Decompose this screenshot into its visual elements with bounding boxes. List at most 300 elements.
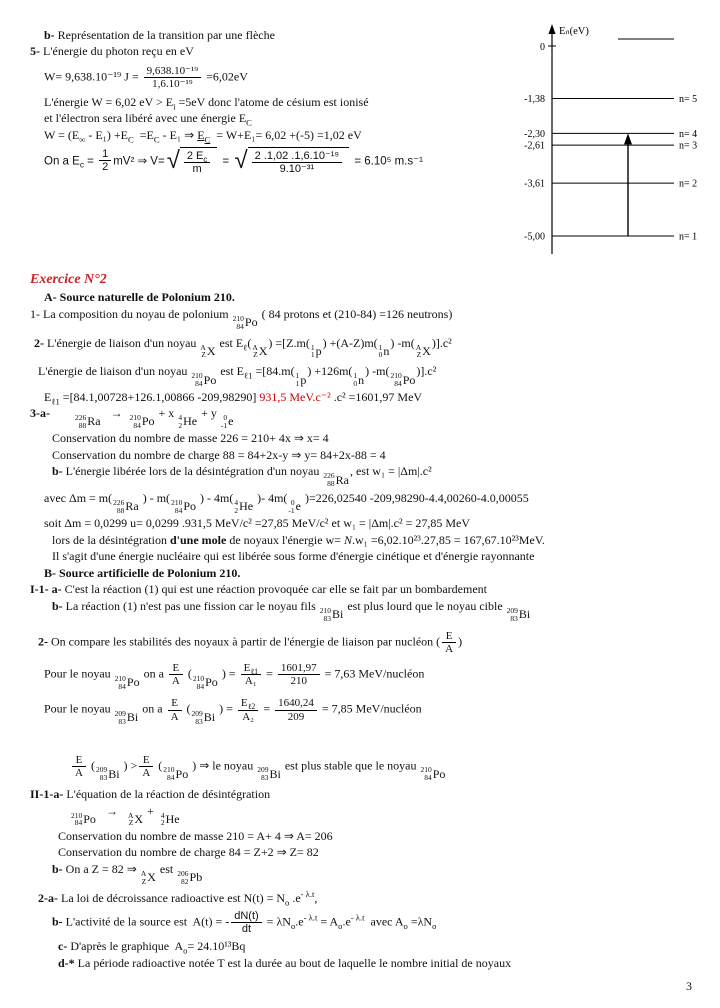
atomic-number: Z: [201, 350, 206, 360]
atomic-number: 84: [394, 379, 402, 389]
atomic-number: 83: [118, 716, 126, 726]
text-run: b-: [52, 598, 66, 613]
text-line: 2-a- La loi de décroissance radioactive est $N(t) = N_o$ $.e^{- \lambda.t}$,: [38, 888, 318, 907]
fraction-numerator: E: [172, 662, 180, 675]
nuclide-prescripts: [311, 344, 315, 360]
text-run: c: [203, 154, 208, 164]
element-symbol: He: [183, 414, 198, 429]
text-line: Conservation du nombre de masse 226 = 210+ 4x ⇒ x= 4: [52, 431, 329, 446]
fraction-numerator: 1601,97: [280, 662, 317, 675]
element-symbol: Po: [126, 675, 140, 690]
radical-sign: √: [234, 146, 248, 174]
fraction: [99, 148, 111, 174]
nuclide-notation: [353, 372, 364, 388]
nuclide-notation: [233, 315, 258, 331]
nuclide-notation: [507, 607, 531, 623]
fraction-denominator: 209: [275, 710, 317, 723]
text-line: L'énergie W = 6,02 eV > $E_i =5eV$ donc l'atome de césium est ionisé: [44, 94, 369, 112]
text-run: d'une mole: [169, 532, 227, 547]
atomic-number: Z: [141, 876, 147, 886]
nuclide-notation: [311, 344, 322, 360]
radicand: [180, 147, 217, 176]
element-symbol: Bi: [108, 766, 120, 781]
atomic-number: 83: [510, 613, 518, 623]
text-line: 5- L'énergie du photon reçu en eV: [30, 44, 194, 58]
text-run: o: [432, 920, 437, 931]
nuclide-prescripts: [177, 870, 188, 886]
nuclide-notation: [379, 344, 390, 360]
nuclide-prescripts: [252, 344, 257, 360]
nuclide-notation: [161, 812, 180, 828]
fraction: [169, 662, 183, 688]
nuclide-prescripts: [390, 372, 401, 388]
element-symbol: Ra: [125, 499, 139, 514]
nuclide-prescripts: [71, 812, 82, 828]
element-symbol: Bi: [518, 607, 531, 622]
text-run: o: [403, 920, 408, 931]
text-run: ℓ1: [250, 667, 259, 677]
nuclide-notation: [288, 499, 301, 515]
fraction-denominator: A: [442, 642, 456, 655]
text-run: o: [183, 945, 188, 956]
atomic-number: 1: [310, 350, 315, 360]
nuclide-notation: [193, 675, 218, 691]
element-symbol: p: [315, 343, 322, 358]
text-line: [44, 566, 694, 581]
mass-number: 210: [232, 313, 244, 323]
nuclide-notation: [115, 710, 139, 726]
element-symbol: X: [258, 343, 268, 358]
text-line: avec Δm = m( 226 88 Ra ) - m( 210 84 Po ) - 4m( 4 2 He )- 4m( 0 -1 e )=226,02540 -209,98290-4.4,00260-4.0,00055: [44, 491, 529, 515]
text-line: d-* La période radioactive notée T est la durée au bout de laquelle le nombre initial de noyaux: [58, 955, 512, 970]
mass-number: A: [200, 342, 206, 352]
text-line: 2- On compare les stabilités des noyaux à partir de l'énergie de liaison par nucléon ( $\frac{E}{A}$ ): [38, 629, 463, 655]
text-line: b- L'activité de la source est A(t) = - $\frac{dN(t)}{dt}$ = $\lambda N_o.e^{- \lambda.t} = A_o.e^{- \lambda.t}$ avec $A_o =\lambda N_o$: [52, 909, 437, 935]
fraction-numerator: E: [142, 753, 150, 766]
nuclide-notation: [128, 812, 143, 828]
text-run: o: [285, 896, 290, 907]
fraction-denominator: A: [169, 674, 183, 687]
text-line: II-1-a- L'équation de la réaction de désintégration: [30, 787, 271, 802]
text-line: I-1- a- C'est la réaction (1) qui est une réaction provoquée car elle se fait par un bombardement: [30, 582, 487, 597]
mass-number: 210: [191, 371, 203, 381]
element-symbol: Bi: [332, 607, 344, 622]
text-run: 931,5 MeV.c⁻²: [259, 389, 331, 404]
fraction: [231, 910, 261, 936]
atomic-number: 84: [424, 773, 432, 783]
text-line: b- On a Z = 82 ⇒ A Z X est 206 82 Pb: [52, 861, 203, 886]
text-run: - λ.t: [303, 912, 318, 923]
element-symbol: Po: [183, 499, 196, 514]
text-line: Pour le noyau 209 83 Bi on a $\frac{E}{A}$ ( 209 83 Bi ) = $\frac{E_{\ell 2}}{\text{A₂}}$ = $\frac{1640,24}{209}$ = 7,85 MeV/nucléon: [44, 697, 422, 726]
nuclide-prescripts: [192, 710, 203, 726]
atomic-number: 0: [378, 350, 383, 360]
level-n-label: n= 5: [679, 93, 698, 105]
atomic-number: 2: [234, 505, 239, 515]
text-line: b- Représentation de la transition par une flèche: [44, 27, 275, 42]
text-run: b-: [52, 464, 66, 479]
fraction-numerator: E: [171, 697, 178, 710]
document-body: [30, 28, 694, 971]
mass-number: A: [140, 868, 147, 878]
mass-number: 209: [191, 709, 203, 718]
text-run: i: [173, 101, 176, 112]
fraction-numerator: 1640,24: [278, 697, 314, 710]
element-symbol: Pb: [189, 870, 203, 885]
atomic-number: 88: [78, 420, 87, 430]
atomic-number: 84: [74, 818, 83, 828]
nuclide-notation: [191, 372, 216, 388]
nuclide-notation: [75, 414, 101, 430]
mass-number: A: [415, 342, 422, 352]
level-value-label: -1,38: [524, 93, 545, 105]
fraction-denominator: A: [72, 766, 86, 779]
mass-number: 226: [75, 413, 87, 422]
atomic-number: 2: [178, 420, 183, 430]
atomic-number: 2: [160, 818, 165, 828]
element-symbol: Bi: [269, 766, 281, 781]
fraction: [139, 754, 153, 780]
text-run: I-1- a-: [30, 582, 65, 597]
page-number: 3: [686, 979, 692, 993]
atomic-number: 84: [133, 420, 141, 430]
text-line: et l'électron sera libéré avec une énergie $E_C$: [44, 111, 252, 128]
text-run: b-: [52, 914, 66, 929]
fraction-numerator: E: [445, 629, 453, 642]
element-symbol: Po: [432, 766, 446, 781]
level-n-label: n= 1: [679, 231, 698, 243]
text-line: $\frac{E}{A}$ ( 209 83 Bi ) > $\frac{E}{A}$ ( 210 84 Po ) ⇒ le noyau 209 83 Bi est plus stable que le noyau 210 84 Po: [70, 754, 694, 782]
level-n-label: n= 2: [679, 178, 698, 190]
atomic-number: 83: [195, 716, 203, 726]
fraction: [252, 150, 343, 176]
mass-number: 210: [114, 673, 126, 683]
nuclide-prescripts: [115, 675, 126, 691]
fraction: [238, 697, 258, 723]
nuclide-notation: [200, 344, 215, 360]
text-run: 2-: [34, 335, 47, 350]
element-symbol: X: [422, 343, 431, 358]
exercise-heading: Exercice N°2: [30, 272, 107, 288]
nuclide-notation: [192, 710, 216, 726]
mass-number: 210: [192, 673, 205, 683]
element-symbol: Bi: [126, 710, 139, 725]
square-root: [234, 147, 349, 176]
element-symbol: X: [134, 811, 144, 826]
nuclide-notation: [163, 766, 188, 782]
mass-number: 209: [506, 605, 518, 615]
fraction-denominator: m: [184, 162, 210, 175]
nuclide-notation: [257, 766, 281, 782]
element-symbol: Po: [244, 315, 258, 330]
nuclide-prescripts: [75, 414, 86, 430]
nuclide-notation: [96, 766, 120, 782]
mass-number: 0: [290, 498, 295, 507]
nuclide-prescripts: [161, 812, 165, 828]
atomic-number: 0: [353, 379, 358, 389]
radical-sign: √: [166, 146, 180, 174]
element-symbol: Ra: [87, 414, 101, 429]
level-n-label: n= 4: [679, 128, 698, 140]
mass-number: 210: [71, 810, 83, 820]
text-run: N: [344, 532, 353, 547]
text-run: 2-a-: [38, 890, 61, 905]
nuclide-notation: [416, 344, 431, 360]
level-value-label: -5,00: [524, 231, 545, 243]
fraction-numerator: 2 .1,02 .1,6.10⁻¹⁹: [254, 149, 340, 162]
axis-label: Eₙ(eV): [559, 26, 589, 37]
text-line: Pour le noyau 210 84 Po on a $\frac{E}{A}$ ( 210 84 Po ) = $\frac{E_{\ell 1}}{\text{A₁}}$ = $\frac{1601,97}{210}$ = 7,63 MeV/nucléon: [44, 662, 425, 691]
fraction-numerator: 2 $E_c$: [186, 149, 208, 164]
mass-number: 210: [319, 605, 331, 615]
nuclide-prescripts: [233, 315, 244, 331]
fraction-numerator: 9,638.10⁻¹⁹: [146, 65, 199, 77]
text-line: Conservation du nombre de masse 210 = A+ 4 ⇒ A= 206: [58, 828, 333, 843]
text-run: o: [338, 920, 343, 931]
fraction: [144, 65, 201, 91]
nuclide-notation: [420, 766, 445, 782]
atomic-number: 83: [99, 773, 108, 783]
fraction-denominator: 1,6.10⁻¹⁹: [144, 77, 201, 90]
text-run: - λ.t: [350, 912, 365, 923]
text-run: ℓ1: [51, 395, 60, 406]
mass-number: 209: [95, 765, 108, 775]
atomic-number: 84: [167, 773, 175, 783]
text-run: d-*: [58, 955, 78, 970]
mass-number: 1: [378, 342, 383, 352]
nuclide-prescripts: [178, 414, 182, 430]
atomic-number: 1: [295, 379, 300, 389]
text-run: ℓ2: [247, 702, 256, 712]
nuclide-prescripts: [296, 372, 300, 388]
atomic-number: 82: [181, 876, 189, 886]
text-run: II-1-a-: [30, 787, 67, 802]
nuclide-prescripts: [193, 675, 204, 691]
mass-number: 1: [295, 371, 300, 381]
element-symbol: Po: [203, 372, 217, 387]
zero-label: 0: [540, 42, 545, 53]
atomic-number: 84: [174, 505, 183, 515]
nuclide-notation: [296, 372, 307, 388]
text-run: C: [153, 134, 160, 145]
nuclide-prescripts: [320, 607, 331, 623]
nuclide-notation: [113, 499, 139, 515]
element-symbol: Ra: [335, 472, 349, 487]
atomic-number: 84: [195, 379, 203, 389]
fraction-denominator: A: [168, 710, 182, 723]
nuclide-notation: [221, 414, 234, 430]
atomic-number: Z: [416, 350, 422, 360]
text-run: C: [127, 134, 134, 145]
atomic-number: 88: [327, 479, 335, 489]
nuclide-notation: [178, 414, 197, 430]
text-run: C: [246, 117, 252, 128]
fraction-denominator: 9.10⁻³¹: [252, 162, 343, 175]
fraction-denominator: A₁: [241, 674, 261, 687]
nuclide-prescripts: [288, 499, 294, 515]
fraction-numerator: E: [75, 753, 83, 766]
atomic-number: 83: [261, 773, 269, 783]
nuclide-prescripts: [130, 414, 141, 430]
level-n-label: n= 3: [679, 140, 698, 152]
mass-number: 210: [390, 371, 402, 381]
text-run: C: [204, 134, 211, 145]
text-line: 2- L'énergie de liaison d'un noyau A Z X est $E_\ell$( A Z X ) =[Z.m( 1 1 p ) +(A-Z)m( 1 0 n ) -m( A Z X )].c²: [34, 335, 452, 360]
fraction: [278, 662, 320, 688]
mass-number: 1: [310, 342, 315, 352]
text-run: 2-: [38, 634, 51, 649]
nuclide-prescripts: [128, 812, 133, 828]
mass-number: 209: [257, 765, 269, 775]
text-run: b-: [52, 861, 66, 876]
mass-number: 206: [177, 868, 189, 878]
nuclide-notation: [130, 414, 155, 430]
fraction: [72, 754, 86, 780]
text-line: $E_{\ell 1} =[84.1,00728+126.1,00866$ -209,98290] 931,5 MeV.c⁻² .c² =1601,97 MeV: [44, 389, 423, 406]
atomic-number: 84: [118, 681, 126, 691]
text-line: L'énergie de liaison d'un noyau 210 84 Po est $E_{\ell 1} =[84.m$( 1 1 p ) +126m( 1 0 n ) -m( 210 84 Po )].c²: [38, 364, 437, 389]
fraction: [241, 662, 261, 688]
nuclide-prescripts: [115, 710, 126, 726]
fraction-denominator: dt: [231, 922, 261, 935]
text-line: b- La réaction (1) n'est pas une fission car le noyau fils 210 83 Bi est plus lourd que le noyau cible 209 83 Bi: [52, 598, 531, 623]
mass-number: 4: [178, 413, 183, 422]
atomic-number: 88: [116, 505, 125, 515]
text-line: b- L'énergie libérée lors de la désintégration d'un noyau 226 88 Ra , est w₁ = |Δm|.c²: [52, 464, 432, 489]
atomic-number: Z: [253, 350, 258, 360]
level-value-label: -2,61: [524, 140, 545, 152]
nuclide-prescripts: [141, 870, 146, 886]
nuclide-prescripts: [234, 499, 238, 515]
nuclide-prescripts: [323, 472, 334, 488]
element-symbol: He: [239, 499, 254, 514]
text-run: c: [79, 160, 84, 170]
text-run: 5-: [30, 44, 43, 58]
nuclide-prescripts: [420, 766, 431, 782]
mass-number: 226: [113, 498, 125, 507]
text-line: Conservation du nombre de charge 88 = 84+2x-y ⇒ y= 84+2x-88 = 4: [52, 447, 386, 462]
fraction-numerator: 1: [102, 148, 109, 161]
nuclide-notation: [252, 344, 267, 360]
text-run: B- Source artificielle de Polonium 210.: [44, 565, 241, 580]
text-line: 1- La composition du noyau de polonium 210 84 Po ( 84 protons et (210-84) =126 neutrons): [30, 306, 453, 331]
atomic-number: Z: [128, 818, 134, 828]
fraction: [442, 630, 456, 656]
mass-number: 226: [323, 471, 335, 481]
nuclide-notation: [323, 472, 349, 488]
level-value-label: -3,61: [524, 178, 545, 190]
text-run: c-: [58, 939, 71, 954]
nuclide-prescripts: [221, 414, 227, 430]
atomic-number: -1: [220, 420, 228, 430]
mass-number: 4: [234, 498, 239, 507]
nuclide-notation: [115, 675, 140, 691]
element-symbol: e: [228, 414, 234, 429]
mass-number: 210: [129, 413, 141, 422]
element-symbol: He: [165, 811, 180, 826]
element-symbol: p: [300, 372, 307, 387]
mass-number: 0: [223, 413, 228, 422]
mass-number: 210: [163, 765, 175, 775]
element-symbol: Po: [141, 414, 155, 429]
element-symbol: n: [358, 372, 365, 387]
nuclide-notation: [71, 812, 96, 828]
atomic-number: 84: [236, 321, 244, 331]
fraction-numerator: dN(t): [234, 909, 259, 922]
element-symbol: n: [383, 343, 390, 358]
text-run: A- Source naturelle de Polonium 210.: [44, 290, 235, 305]
fraction: [275, 697, 317, 723]
nuclide-prescripts: [353, 372, 357, 388]
text-line: $W = (E_\infty - E_1) +E_C =E_C - E_1$ ⇒ $E_C = W+E_1= 6,02 +(-5) =1,02$ eV: [44, 127, 362, 145]
nuclide-prescripts: [507, 607, 518, 623]
fraction: [184, 150, 210, 176]
nuclide-prescripts: [379, 344, 383, 360]
nuclide-prescripts: [416, 344, 421, 360]
nuclide-prescripts: [200, 344, 205, 360]
mass-number: 210: [171, 498, 183, 507]
mass-number: 210: [420, 765, 432, 775]
nuclide-prescripts: [96, 766, 107, 782]
nuclide-prescripts: [113, 499, 124, 515]
nuclide-notation: [171, 499, 196, 515]
text-run: E: [197, 127, 205, 142]
atomic-number: -1: [288, 505, 295, 515]
text-run: 3-a-: [30, 406, 50, 420]
text-line: 210 84 Po → A Z X + 4 2 He: [71, 803, 180, 828]
nuclide-prescripts: [171, 499, 182, 515]
text-run: ℓ: [243, 341, 248, 352]
mass-number: 209: [114, 709, 126, 718]
element-symbol: e: [295, 499, 301, 514]
text-line: soit Δm = 0,0299 u= 0,0299 .931,5 MeV/c² =27,85 MeV/c² et w₁ = |Δm|.c² = 27,85 MeV: [44, 516, 471, 531]
level-value-label: -2,30: [524, 128, 545, 140]
text-line: Conservation du nombre de charge 84 = Z+2 ⇒ Z= 82: [58, 845, 319, 860]
text-line: W= 9,638.10⁻¹⁹ J = $\frac{\text{9,638.10⁻¹⁹}}{\text{1,6.10⁻¹⁹}}$ =6,02eV: [44, 65, 248, 91]
fraction-denominator: 210: [278, 674, 320, 687]
text-run: o: [290, 920, 296, 931]
fraction: [168, 697, 182, 723]
element-symbol: X: [147, 870, 156, 885]
element-symbol: Po: [175, 766, 189, 781]
mass-number: A: [252, 342, 258, 352]
text-run: - λ.t: [300, 888, 315, 899]
mass-number: 4: [160, 810, 165, 820]
text-run: ℓ1: [244, 370, 253, 381]
nuclide-notation: [390, 372, 415, 388]
text-run: b-: [44, 27, 58, 42]
text-line: 3-a- 226 88 Ra → 210 84 Po + x 4 2 He + y 0 -1 e: [30, 406, 234, 430]
element-symbol: Po: [402, 372, 416, 387]
square-root: [167, 147, 218, 176]
fraction-denominator: A₂: [238, 710, 258, 723]
nuclide-prescripts: [257, 766, 268, 782]
element-symbol: Po: [83, 811, 96, 826]
nuclide-prescripts: [163, 766, 174, 782]
fraction-denominator: 2: [99, 160, 111, 173]
nuclide-notation: [141, 870, 156, 886]
text-line: Il s'agit d'une énergie nucléaire qui est libérée sous forme d'énergie cinétique et d'énergie rayonnante: [52, 549, 535, 564]
nuclide-prescripts: [191, 372, 202, 388]
atomic-number: 83: [323, 613, 331, 623]
text-line: On a $E_c$ = $\frac{1}{2}$ mV² ⇒ V= √ $\frac{2 E_c}{m}$ = √ $\frac{\text{2 .1,02 .1,6.10⁻¹⁹}}{\text{9.10⁻³¹}}$ = 6.10⁵ m.s⁻¹: [44, 146, 423, 175]
element-symbol: Po: [205, 675, 218, 690]
nuclide-notation: [320, 607, 344, 623]
text-line: c- D'après le graphique $A_o= 24.10^{13}Bq$: [58, 939, 246, 956]
mass-number: 1: [353, 371, 358, 381]
text-run: ∞: [79, 134, 86, 145]
mass-number: A: [127, 810, 134, 820]
